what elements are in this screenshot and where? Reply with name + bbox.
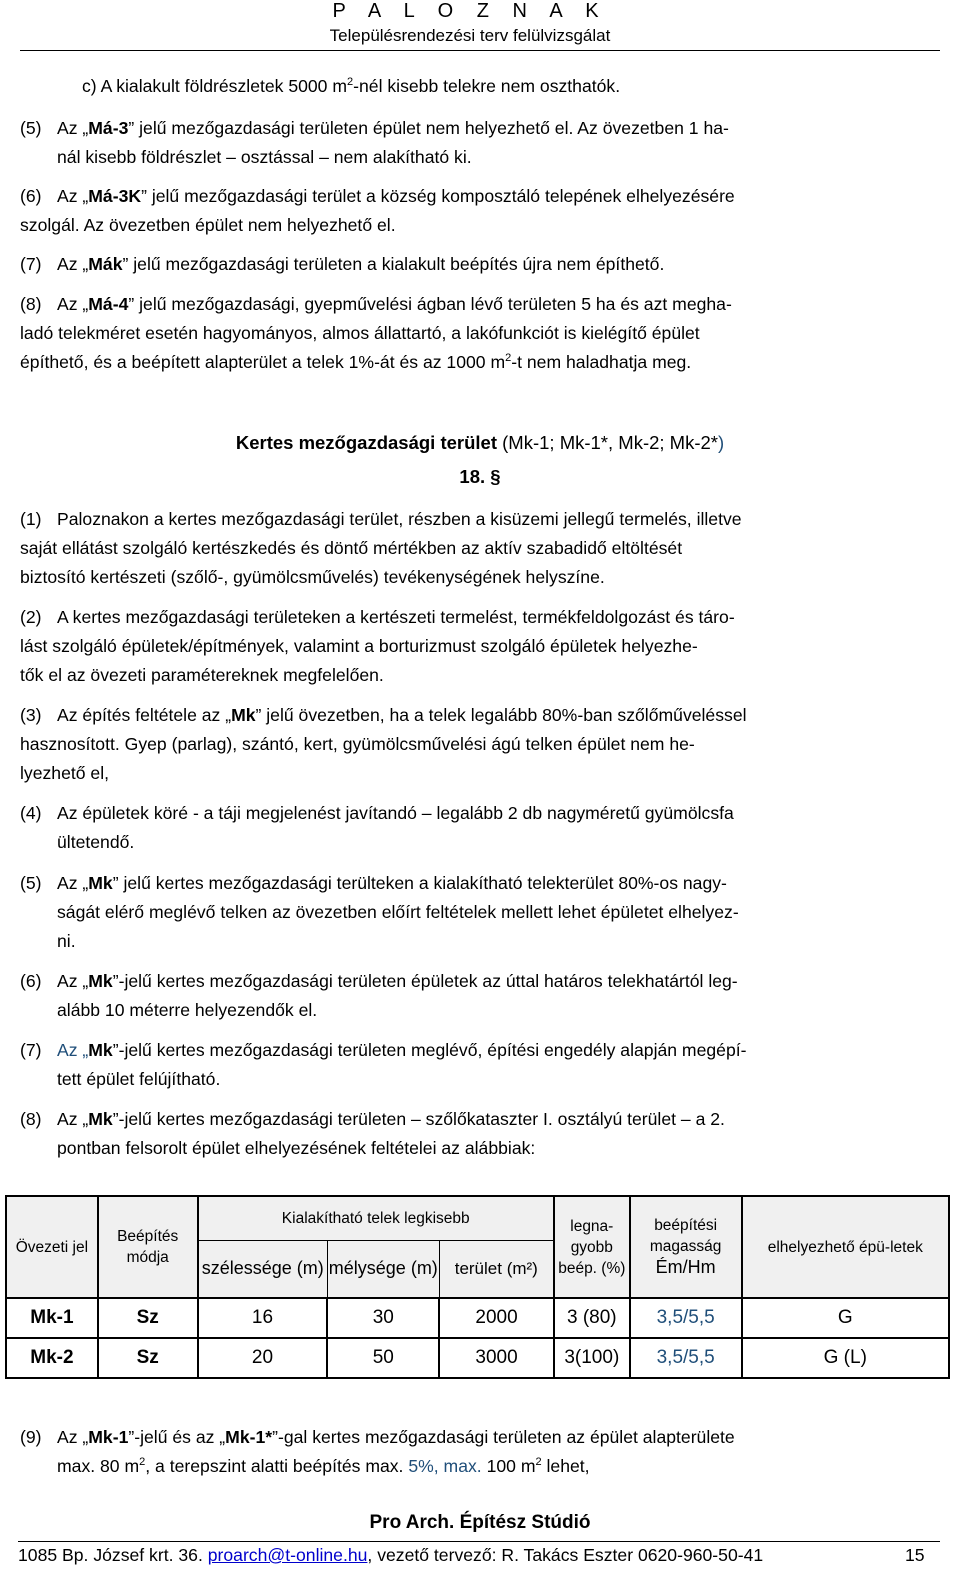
section-paragraph-1: (1) Paloznakon a kertes mezőgazdasági terület, részben a kisüzemi jellegű termelés, illetve saját ellátást szolgáló kertészkedés és döntő mértékben az aktív szabadidő eltöltését biztosító kertészeti (szőlő-, gyümölcsművelés) tevékenységének helyszíne. (20, 509, 742, 587)
paragraph-7: (7) Az „Mák” jelű mezőgazdasági területen a kialakult beépítés újra nem építhető. (20, 254, 665, 274)
cell-buildings: G (L) (742, 1338, 949, 1378)
footer-divider (18, 1541, 940, 1542)
header-placeable-buildings: elhelyezhető épü-letek (742, 1196, 949, 1298)
document-header-subtitle: Településrendezési terv felülvizsgálat (329, 26, 611, 45)
paragraph-6: (6) Az „Má-3K” jelű mezőgazdasági terület a község komposztáló telepének elhelyezésére szolgál. Az övezetben épület nem helyezhető el. (20, 186, 735, 235)
cell-width: 16 (198, 1298, 328, 1338)
page-number: 15 (905, 1545, 925, 1565)
header-plot-minimum: Kialakítható telek legkisebb (198, 1196, 554, 1240)
cell-depth: 50 (327, 1338, 439, 1378)
table-row (6, 1298, 949, 1338)
cell-width: 20 (198, 1338, 328, 1378)
section-number: 18. § (459, 466, 501, 487)
header-building-mode: Beépítés módja (98, 1196, 198, 1298)
footer-email-link[interactable]: proarch@t-online.hu (207, 1545, 368, 1565)
header-depth: mélysége (m) (327, 1240, 439, 1298)
footer-contact: 1085 Bp. József krt. 36. proarch@t-online.hu, vezető tervező: R. Takács Eszter 0620-960-50-41 (18, 1545, 764, 1565)
cell-height: 3,5/5,5 (630, 1338, 742, 1378)
header-max-built: legna-gyobb beép. (%) (554, 1196, 630, 1298)
section-paragraph-8: (8) Az „Mk”-jelű kertes mezőgazdasági területen – szőlőkataszter I. osztályú terület – a 2. pontban felsorolt épület elhelyezésének feltételei az alábbiak: (20, 1109, 725, 1158)
cell-depth: 30 (327, 1298, 439, 1338)
section-title: Kertes mezőgazdasági terület (Mk-1; Mk-1*, Mk-2; Mk-2*) (235, 432, 725, 453)
cell-mode: Sz (98, 1298, 198, 1338)
cell-mode: Sz (98, 1338, 198, 1378)
paragraph-8: (8) Az „Má-4” jelű mezőgazdasági, gyepművelési ágban lévő területen 5 ha és azt megha- ladó telekméret esetén hagyományos, almos állattartó, a lakófunkciót is kielégítő épület építhető, és a beépített alapterület a telek 1%-át és az 1000 $m^2-t$ nem haladhatja meg. (20, 294, 732, 372)
cell-buildings: G (742, 1298, 949, 1338)
section-paragraph-9: (9) Az „Mk-1”-jelű és az „Mk-1*”-gal kertes mezőgazdasági területen az épület alapterülete max. 80 $m^2$, a terepszint alatti beépítés max. 5%, max. 100 $m^2$ lehet, (20, 1427, 735, 1476)
table-row (6, 1338, 949, 1378)
section-paragraph-4: (4) Az épületek köré - a táji megjelenést javítandó – legalább 2 db nagyméretű gyümölcsfa ültetendő. (20, 803, 734, 852)
paragraph-5: (5) Az „Má-3” jelű mezőgazdasági területen épület nem helyezhető el. Az övezetben 1 ha- nál kisebb földrészlet – osztással – nem alakítható ki. (20, 118, 729, 167)
cell-built: 3 (80) (554, 1298, 630, 1338)
cell-area: 2000 (439, 1298, 554, 1338)
header-area: terület (m²) (439, 1240, 554, 1298)
section-paragraph-7: (7) Az „Mk”-jelű kertes mezőgazdasági területen meglévő, építési engedély alapján megépí- tett épület felújítható. (20, 1040, 747, 1089)
cell-built: 3(100) (554, 1338, 630, 1378)
header-building-height: beépítési magasság Ém/Hm (630, 1196, 742, 1298)
zoning-parameter-table (5, 1195, 950, 1379)
section-paragraph-5: (5) Az „Mk” jelű kertes mezőgazdasági terülteken a kialakítható telekterület 80%-os nagy- ságát elérő meglévő telken az övezetben előírt feltételek mellett lehet épületet elhelyez- ni. (20, 873, 739, 951)
section-paragraph-6: (6) Az „Mk”-jelű kertes mezőgazdasági területen épületek az úttal határos telekhatártól leg- alább 10 méterre helyezendők el. (20, 971, 738, 1020)
cell-height: 3,5/5,5 (630, 1298, 742, 1338)
section-paragraph-2: (2) A kertes mezőgazdasági területeken a kertészeti termelést, termékfeldolgozást és táro- lást szolgáló épületek/építmények, valamint a borturizmust szolgáló épületek helyezhe- tők el az övezeti paramétereknek megfelelően. (20, 607, 735, 685)
cell-zone: Mk-2 (6, 1338, 98, 1378)
document-header-title: P A L O Z N A K (332, 0, 608, 22)
cell-area: 3000 (439, 1338, 554, 1378)
section-paragraph-3: (3) Az építés feltétele az „Mk” jelű övezetben, ha a telek legalább 80%-ban szőlőműveléssel hasznosított. Gyep (parlag), szántó, kert, gyümölcsművelési ágú telken épület nem he- lyezhető el, (20, 705, 747, 783)
header-divider (20, 50, 940, 51)
cell-zone: Mk-1 (6, 1298, 98, 1338)
footer-company: Pro Arch. Építész Stúdió (369, 1512, 591, 1533)
paragraph-c: c) A kialakult földrészletek 5000 $m^2$-nél kisebb telekre nem oszthatók. (82, 76, 621, 96)
header-zone: Övezeti jel (6, 1196, 98, 1298)
header-width: szélessége (m) (198, 1240, 328, 1298)
